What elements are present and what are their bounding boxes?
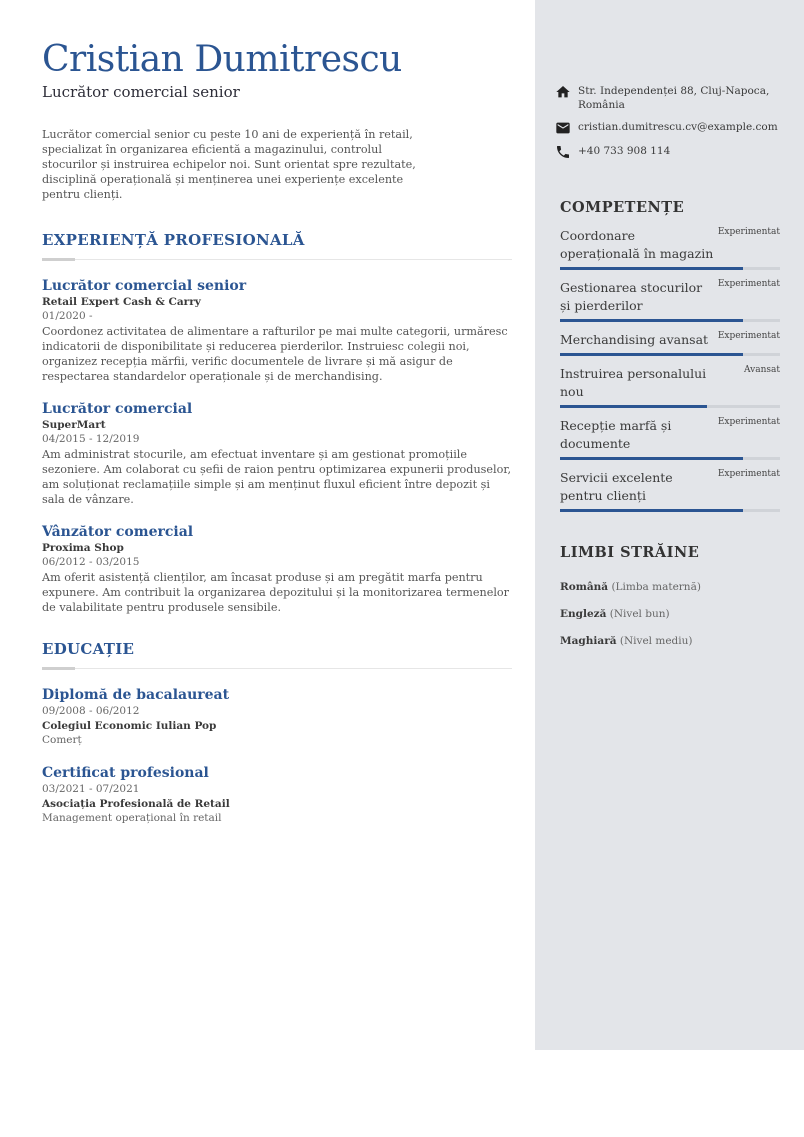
entry-institution: Colegiul Economic Iulian Pop	[42, 720, 217, 732]
email-text[interactable]: cristian.dumitrescu.cv@example.com	[578, 121, 778, 133]
entry-field: Management operațional în retail	[42, 812, 222, 824]
skill-name: Recepție marfă și documente	[560, 418, 672, 451]
education-entry	[42, 764, 512, 826]
skill-row	[560, 227, 780, 263]
candidate-title: Lucrător comercial senior	[42, 83, 240, 101]
entry-date: 03/2021 - 07/2021	[42, 783, 140, 795]
skill-item	[560, 417, 780, 460]
skill-progress-bar	[560, 319, 780, 322]
entry-institution: Asociația Profesională de Retail	[42, 798, 230, 810]
entry-date: 01/2020 -	[42, 310, 93, 322]
phone-text[interactable]: +40 733 908 114	[578, 145, 671, 157]
entry-date: 06/2012 - 03/2015	[42, 556, 140, 568]
language-item	[560, 607, 780, 621]
section-divider	[42, 258, 512, 261]
entry-description: Coordonez activitatea de alimentare a rafturilor pe mai multe categorii, urmăresc indicatorii de disponibilitate și reducerea pierderilor. Instruiesc colegii noi, organizez recepția mărfii, verific documentele de livrare și mă asigur de respectarea standardelor operaționale și de merchandising.	[42, 325, 508, 383]
skills-section	[560, 198, 780, 512]
entry-company: Retail Expert Cash & Carry	[42, 296, 201, 308]
address-text: Str. Independenței 88, Cluj-Napoca, România	[578, 85, 770, 111]
sidebar	[535, 0, 804, 1050]
entry-company: SuperMart	[42, 419, 106, 431]
skill-row	[560, 331, 780, 349]
skill-progress-fill	[560, 267, 743, 270]
skill-name: Merchandising avansat	[560, 332, 709, 347]
contact-phone	[555, 144, 790, 160]
skill-row	[560, 365, 780, 401]
education-section	[42, 639, 512, 826]
skill-level: Experimentat	[717, 331, 780, 341]
skills-heading: COMPETENȚE	[560, 199, 685, 216]
education-entry	[42, 686, 512, 748]
candidate-name: Cristian Dumitrescu	[42, 39, 402, 80]
skill-progress-fill	[560, 457, 743, 460]
skill-name: Servicii excelente pentru clienți	[560, 470, 673, 503]
language-level: (Limba maternă)	[611, 581, 701, 593]
skill-level: Experimentat	[717, 279, 780, 289]
profile-summary: Lucrător comercial senior cu peste 10 ani de experiență în retail, specializat în organizarea eficientă a magazinului, controlul stocurilor și instruirea echipelor noi. Sunt orientat spre rezultate, disciplină operațională și menținerea unei experiențe excelente pentru clienți.	[42, 128, 416, 201]
skill-level: Avansat	[744, 365, 780, 375]
skill-item	[560, 279, 780, 322]
skill-item	[560, 365, 780, 408]
experience-heading: EXPERIENȚĂ PROFESIONALĂ	[42, 231, 305, 249]
contact-email	[555, 120, 790, 136]
skill-item	[560, 469, 780, 512]
skill-progress-bar	[560, 509, 780, 512]
languages-heading: LIMBI STRĂINE	[560, 544, 700, 561]
skill-level: Experimentat	[717, 227, 780, 237]
main-column	[42, 38, 512, 826]
entry-company: Proxima Shop	[42, 542, 124, 554]
entry-title: Lucrător comercial	[42, 401, 193, 417]
skill-name: Coordonare operațională în magazin	[560, 228, 714, 261]
language-level: (Nivel mediu)	[619, 635, 693, 647]
language-item	[560, 580, 780, 594]
experience-entry	[42, 277, 512, 384]
skill-progress-fill	[560, 405, 707, 408]
languages-list	[560, 580, 780, 648]
experience-entry	[42, 523, 512, 615]
skill-level: Experimentat	[717, 469, 780, 479]
skill-row	[560, 469, 780, 505]
email-icon	[555, 120, 571, 136]
education-heading: EDUCAȚIE	[42, 640, 135, 658]
home-icon	[555, 84, 571, 100]
language-name: Engleză	[560, 608, 607, 620]
entry-title: Vânzător comercial	[42, 524, 194, 540]
entry-date: 04/2015 - 12/2019	[42, 433, 140, 445]
language-name: Română	[560, 581, 609, 593]
contact-info	[555, 84, 790, 168]
skill-progress-fill	[560, 353, 743, 356]
skill-progress-bar	[560, 267, 780, 270]
skill-row	[560, 279, 780, 315]
skill-name: Gestionarea stocurilor și pierderilor	[560, 280, 703, 313]
skill-progress-fill	[560, 319, 743, 322]
entry-date: 09/2008 - 06/2012	[42, 705, 140, 717]
skill-progress-bar	[560, 353, 780, 356]
skills-list	[560, 227, 780, 512]
skill-row	[560, 417, 780, 453]
contact-address	[555, 84, 790, 112]
languages-section	[560, 543, 780, 648]
language-item	[560, 634, 780, 648]
experience-entry	[42, 400, 512, 507]
skill-item	[560, 227, 780, 270]
section-divider	[42, 667, 512, 670]
skill-progress-bar	[560, 405, 780, 408]
skill-level: Experimentat	[717, 417, 780, 427]
skill-item	[560, 331, 780, 356]
entry-title: Lucrător comercial senior	[42, 278, 247, 294]
skill-name: Instruirea personalului nou	[560, 366, 707, 399]
phone-icon	[555, 144, 571, 160]
skill-progress-bar	[560, 457, 780, 460]
skill-progress-fill	[560, 509, 743, 512]
entry-description: Am administrat stocurile, am efectuat inventare și am gestionat promoțiile sezoniere. Am colaborat cu șefii de raion pentru optimizarea expunerii produselor, am soluționat reclamațiile simple și am menținut fluxul eficient între depozit și sala de vânzare.	[42, 448, 512, 506]
entry-title: Certificat profesional	[42, 765, 209, 781]
language-name: Maghiară	[560, 635, 617, 647]
entry-description: Am oferit asistență clienților, am încasat produse și am pregătit marfa pentru expunere. Am contribuit la organizarea depozitului și la monitorizarea termenelor de valabilitate pentru produsele sensibile.	[42, 571, 510, 614]
language-level: (Nivel bun)	[609, 608, 670, 620]
experience-section	[42, 230, 512, 615]
entry-title: Diplomă de bacalaureat	[42, 687, 230, 703]
entry-field: Comerț	[42, 734, 82, 746]
